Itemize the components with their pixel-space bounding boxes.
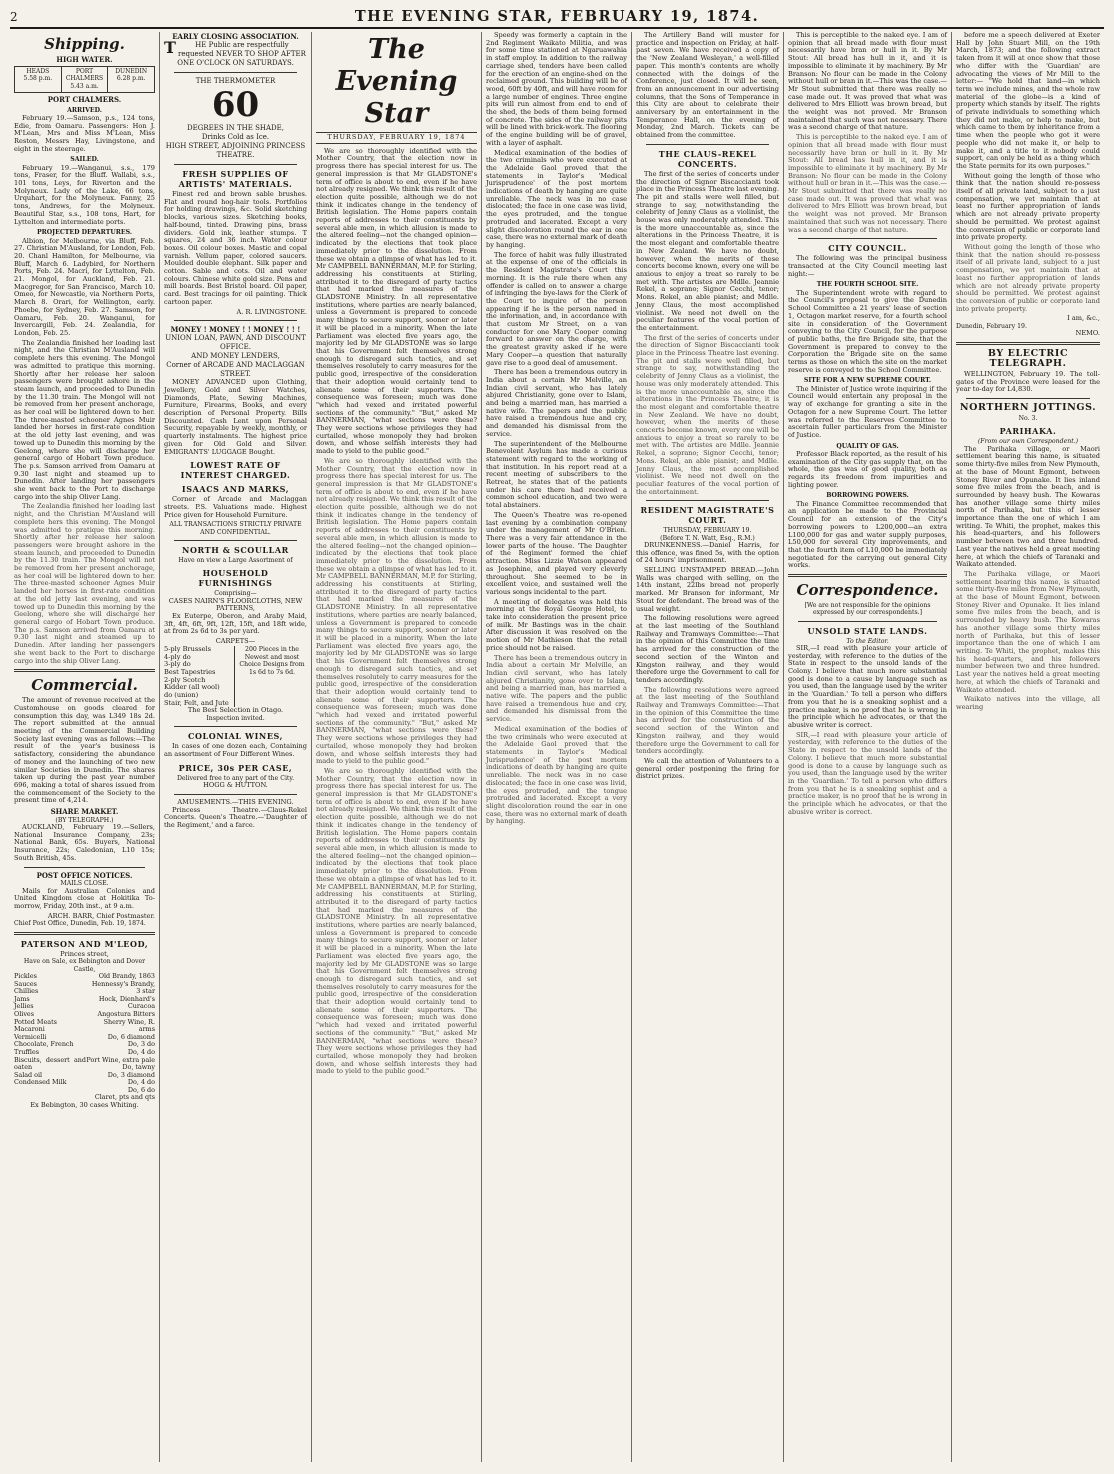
best-selection: The Best Selection in Otago. [187,706,284,715]
court-cont: This is perceptible to the naked eye. I am of opinion that all bread made with flour must necessarily have bran or hull in it. By Mr Stout: All bread has hull in it, and it is impossible to eliminate it by machinery. By Mr Branson: No flour can be made in the Colony without hull or bran in it.—This was the case.—Mr Stout submitted that there was really no case made out. It was proved that what was delivered to Mrs Elliott was brown bread, but the weight was not proved. Mr Branson maintained that such was not necessary. There was a second charge of that nature. [788,32,947,132]
list-item: Vermicelli [14,1032,47,1041]
cases-text: Ex Euterpe, Oberon, and Araby Maid, 3ft, 4ft, 6ft, 9ft, 12ft, 15ft, and 18ft wide, at from 2s 6d to 3s per yard. [164,611,307,636]
colonial-text: In cases of one dozen each, Containing an assortment of Four Different Wines. [164,742,307,759]
letter-place: Dunedin, February 19. [956,323,1027,331]
list-item: Do, 4 do [127,1078,155,1087]
court-item: DRUNKENNESS.—Daniel Harris, for this offence, was fined 5s, with the option of 24 hours' imprisonment. [636,540,779,565]
degrees-label: DEGREES IN THE SHADE, [187,124,284,132]
letter-signoff: I am, &c., [1067,314,1100,323]
jottings-number: No. 3. [1018,415,1038,423]
letter-signature: NEMO. [1075,329,1100,338]
isaacs-marks: ISAACS AND MARKS, [181,484,290,495]
north-scoullar: NORTH & SCOULLAR [182,544,289,555]
list-item: 2-ply Scotch [164,675,206,684]
paterson-firm: PATERSON AND M'LEOD, [20,938,149,949]
news-item: The Queen's Theatre was re-opened last evening by a combination company under the management of Mr O'Brien. There was a very fair attendance in the lower parts of the house. 'The Daughter of the Regiment' formed the chief attraction. Miss Lizzie Watson appeared as Josephine, and played very cleverly throughout. She seemed to be in excellent voice, and sustained well the various songs incidental to the part. [486,510,627,596]
list-item: Do, 3 do [127,1040,155,1049]
carpet-block [164,646,307,708]
inspection-invited: Inspection invited. [206,715,265,723]
column-7 [952,32,1104,1462]
news-item: Medical examination of the bodies of the two criminals who were executed at the Adelaide Gaol proved that the statements in Taylor's 'Medical Jurisprudence' of the post mortem indications of death by hanging are quite unreliable. The neck was in no case dislocated; the face in one case was livid, the eyes protruded, and the tongue protruded and lacerated. Except a very slight discoloration round the ear in one case, there was no external mark of death by hanging. [486,148,628,249]
early-closing-heading: EARLY CLOSING ASSOCIATION. [172,32,299,41]
list-item: Claret, pts and qts [94,1093,155,1102]
list-item: Kidder (all wool) [164,683,220,692]
union-loan: UNION LOAN, PAWN, AND DISCOUNT OFFICE. [165,334,306,352]
supreme-court-heading: SITE FOR A NEW SUPREME COURT. [803,377,932,385]
letter-cont: before me a speech delivered at Exeter Hall by John Stuart Mill, on the 19th March, 1873; and the following extract taken from it will at once show that those who differ with the 'Guardian' are advocating the views of Mr Mill to the letter:— "We hold that land—in which term we include mines, and the whole raw material of the globe—is a kind of property which stands by itself. The rights of private individuals to something which they did not make, or help to make, but which came to them by inheritance from a time when the people who got it were people who did not make it, or help to make it, and a title to it nobody could support, can only be held as a thing which the State permits for its own purposes." [956,32,1100,170]
shipping-news: The Zealandia finished her loading last night, and the Christian M'Ausland will complete hers this evening. The Mongol was admitted to pratique this morning. Shortly after her release her saloon passengers were brought ashore in the steam launch, and proceeded to Dunedin by the 11.30 train. The Mongol will not be removed from her present anchorage, as her coal will be lightered down to her. The three-masted schooner Agnes Muir landed her horses in first-rate condition at the old jetty last evening, and was towed up to Dunedin this morning by the Geelong, where she will discharge her general cargo of Hobart Town produce. The p.s. Samson arrived from Oamaru at 9.30 last night and steamed up to Dunedin. After landing her passengers she went back to the Port to discharge cargo into the ship Oliver Lang. [14,338,155,501]
claus-rekel-cont: The first of the series of concerts under the direction of Signor Biscaccianti took place in the Princess Theatre last evening. The pit and stalls were well filled, but strange to say, notwithstanding the celebrity of Jenny Claus as a violinist, the house was only moderately attended. This is the more unaccountable as, since the alterations in the Princess Theatre, it is the most elegant and comfortable theatre in New Zealand. We have no doubt, however, when the merits of these concerts become known, every one will be anxious to enjoy a treat so rarely to be met with. The artistes are Mdlle. Jeannie Rekel, a soprano; Signor Cecchi, tenor; Mons. Rekel, an able pianist; and Mdlle. Jenny Claus, the most accomplished violinist. We need not dwell on the peculiar features of the vocal portion of the entertainment. [636,333,779,496]
list-item: Truffles [14,1047,40,1056]
column-1 [10,32,160,1462]
list-item: Jams [14,994,30,1003]
list-item: do (union) [164,691,199,700]
columns [10,32,1104,1462]
letter-cont-2: Without going the length of those who think that the nation should re-possess itself of all private land, subject to a just compensation, we yet maintain that at least no further appropriation of lands which are not already private property should be permitted. We protest against the conversion of public or corporate land into private property. [956,171,1100,242]
sailed-heading: SAILED. [70,156,99,164]
tide-cell: DUNEDIN 6.28 p.m. [115,67,148,83]
news-item-cont: There has been a tremendous outcry in India about a certain Mr Melville, an Indian civil servant, who has lately abjured Christianity, gone over to Islam, and being a married man, has married a native wife. The papers and the public have raised a tremendous hue and cry, and demanded his dismissal from the service. [486,653,627,724]
list-item: Stair, Felt, and Jute [164,698,229,707]
list-item: Potted Meats [14,1017,57,1026]
resident-date: THURSDAY, FEBRUARY 19. [663,527,752,535]
money-heading: MONEY ! MONEY ! ! MONEY ! ! ! [170,325,301,335]
list-item: Port Wine, extra pale [86,1055,155,1064]
tide-table [14,66,155,93]
list-item: Do, 6 diamond [107,1032,155,1041]
tide-cell: PORT CHALMERS 5.43 a.m. [62,67,109,92]
column-4 [482,32,632,1462]
list-item: Best Tapestries [164,667,216,676]
fourth-school-text: The Superintendent wrote with regard to the Council's proposal to give the Dunedin School Committee a 21 years' lease of section 1, Octagon market reserve, for a fourth school site in consideration of the Government conveying to the City Council, for the purpose of public baths, the fire Brigade site, that the Government is prepared to convey to the Corporation the Brigade site on the same terms as those on which the site on the market reserve is conveyed to the School Committee. [788,288,947,374]
claus-rekel-heading: THE CLAUS-REKEL CONCERTS. [658,148,757,169]
arrived-heading: ARRIVED. [67,106,102,114]
money-text: MONEY ADVANCED upon Clothing, Jewellery, Gold and Silver Watches, Diamonds, Plate, Sewing Machines, Furniture, Firearms, Books, and every description of Personal Property. Bills Discounted. Cash Lent upon Personal Security, repayable by weekly, monthly, or quarterly instalments. The highest price given for Old Gold and Silver. EMIGRANTS' LUGGAGE Bought. [164,378,307,456]
telegraph-text: WELLINGTON, February 19. The toll-gates of the Province were leased for the year to-day for L4,830. [956,370,1100,394]
city-council-intro: The following was the principal business transacted at the City Council meeting last night:— [788,254,947,278]
arrived-text: February 19.—Samson, p.s., 124 tons, Edie, from Oamaru. Passengers: Hon J. M'Lean, Mrs and Miss M'Lean, Miss Reston, Messrs Hay, Livingstone, and eight in the steerage. [14,113,155,153]
money-corner: Corner of ARCADE AND MACLAGGAN STREET. [166,361,305,379]
hogg-hutton: HOGG & HUTTON. [203,781,268,790]
projected-text: Albion, for Melbourne, via Bluff, Feb. 27. Christian M'Ausland, for London, Feb. 20. Chanl Hamilton, for Melbourne, via Bluff, March 6. Ladybird, for Northern Ports, Feb. 24. Macri, for Lyttelton, Feb. 21. Mongol, for Auckland, Feb. 21. Macgregor, for San Francisco, March 10. Omeo, for Newcastle, via Northern Ports, March 8. Orari, for Wellington, early. Phoebe, for Sydney, Feb. 27. Samson, for Oamaru, Feb. 20. Wanganui, for Invercargill, Feb. 24. Zealandia, for London, Feb. 25. [14,236,155,337]
editorial-text: We are so thoroughly identified with the Mother Country, that the election now in progress there has special interest for us. The general impression is that Mr GLADSTONE's term of office is about to end, even if he have not already resigned. We think this result of the election quite possible, although we do not think it indicates change in the tendency of British legislation. The Home papers contain reports of addresses to their constituents by several able men, in which allusion is made to the altered feeling—not the changed opinion—indicated by the elections that took place immediately prior to the dissolution. From these we obtain a glimpse of what has led to it. Mr CAMPBELL BANNERMAN, M.P. for Stirling, addressing his constituents at Stirling, attributed it to the disregard of party tactics that had marked the measures of the GLADSTONE Ministry. In all representative institutions, where parties are nearly balanced, unless a Government is prepared to concede many things to secure support, sooner or later it will be placed in a minority. When the late Parliament was elected five years ago, the majority led by Mr GLADSTONE was so large that his Government felt themselves strong enough to disregard such tactics, and set themselves resolutely to carry measures for the public good, irrespective of the consideration that their adoption would certainly tend to alienate some of their supporters. The consequence was foreseen; much was done "which had vexed and irritated powerful sections of the community." "But," asked Mr BANNERMAN, "what sections were these? They were sections whose privileges they had curtailed, whose monopoly they had broken down, and whose selfish interests they had made to yield to the public good." [316,146,477,456]
commercial-heading: Commercial. [31,676,138,695]
amusements-text: Princess Theatre.—Claus-Rekel Concerts. Queen's Theatre.—'Daughter of the Regiment,' and a farce. [164,805,307,829]
quality-gas-text: Professor Black reported, as the result of his examination of the City gas supply that, on the whole, the gas was of good quality, both as regards its freedom from impurities and lighting power. [788,449,947,489]
supreme-court-text: The Minister of Justice wrote inquiring if the Council would entertain any proposal in the way of exchange for granting a site in the Octagon for a new Supreme Court. The letter was referred to the Reserves Committee to ascertain fuller particulars from the Minister of Justice. [788,384,947,439]
list-item: Do, 6 do [127,1085,155,1094]
borrowing-text: The Finance Committee recommended that an application be made to the Provincial Council for an extension of the City's borrowing powers to L200,000—an extra L100,000 for gas and water supply purposes, L50,000 for several City improvements, and that the fourth item of L10,000 be immediately negotiated for the carrying out general City works. [788,499,947,570]
letter-text: SIR,—I read with pleasure your article of yesterday, with reference to the duties of the State in respect to the unsold lands of the Colony. I believe that much more substantial good is done to a cause by language such as you used, than the language used by the writer in the 'Guardian.' To tell a person who differs from you that he is a sneaking sophist and a practice maker, is no proof that he is wrong in the principle which he advocates, or that the abusive writer is correct. [788,643,947,729]
household-heading: HOUSEHOLD FURNISHINGS [198,568,273,589]
thermometer-ad [164,77,307,160]
editorial-dateline: THURSDAY, FEBRUARY 19, 1874 [316,132,477,144]
share-text: AUCKLAND, February 19.—Sellers, National Insurance Company, 23s; National Bank, 65s. Buyers, National Insurance, 22s; Caledonian, L10 15s; South British, 45s. [14,823,155,862]
high-street-label: HIGH STREET, ADJOINING PRINCESS THEATRE. [165,142,306,159]
jottings-text-cont: The Parihaka village, or Maori settlement bearing this name, is situated some thirty-five miles from New Plymouth, at the base of Mount Egmont, between Stoney River and Opunake. It lies inland some five miles from the beach, and is surrounded by heavy bush. The Kowaras has another village some thirty miles north of Parihaka, but this of lesser importance than the one of which I am writing. Te Whiti, the prophet, makes this his head-quarters, and his followers number between two and three hundred. Last year the natives held a great meeting here, at which the chiefs of Taranaki and Waikato attended. [956,569,1100,694]
list-item: Angostura Bitters [97,1009,155,1018]
list-item: Hennessy's Brandy, 3 star [91,979,155,996]
carpets-heading: CARPETS— [215,637,256,646]
delivered-note: Delivered free to any part of the City. [176,774,295,782]
jottings-heading: NORTHERN JOTTINGS. [959,402,1097,414]
list-item: Chillies [14,987,39,996]
list-item: Olives [14,1009,34,1018]
correspondence-note: [We are not responsible for the opinions expressed by our correspondents.] [804,602,931,617]
drinks-label: Drinks Cold as Ice. [201,133,270,141]
column-3 [312,32,482,1462]
list-item: Curacoa [127,1002,155,1011]
parihaka-heading: PARIHAKA. [999,426,1057,437]
news-item-cont: Medical examination of the bodies of the two criminals who were executed at the Adelaide Gaol proved that the statements in Taylor's 'Medical Jurisprudence' of the post mortem indications of death by hanging are quite unreliable. The neck was in no case dislocated; the face in one case was livid, the eyes protruded, and the tongue protruded and lacerated. Except a very slight discoloration round the ear in one case, there was no external mark of death by hanging. [486,724,628,826]
cases-heading: CASES NAIRN'S FLOORCLOTHS, NEW PATTERNS, [168,596,303,613]
page-number: 2 [10,10,18,24]
amusements-heading: AMUSEMENTS.—THIS EVENING. [177,797,294,806]
postmaster-signature: ARCH. BARR, Chief Postmaster. [47,911,155,920]
money-ad [164,325,307,379]
temperature-value: 60 [211,85,260,125]
list-item: Biscuits, dessert and oaten [14,1055,87,1072]
post-office-place: Chief Post Office, Dunedin, Feb. 19, 1874. [14,920,146,928]
court-cont-2: This is perceptible to the naked eye. I am of opinion that all bread made with flour must necessarily have bran or hull in it. By Mr Stout: All bread has hull in it, and it is impossible to eliminate it by machinery. By Mr Branson: No flour can be made in the Colony without hull or bran in it.—This was the case.—Mr Stout submitted that there was really no case made out. It was proved that what was delivered to Mrs Elliott was brown bread, but the weight was not proved. Mr Branson maintained that such was not necessary. There was a second charge of that nature. [788,133,947,234]
volunteers-note: We call the attention of Volunteers to a general order postponing the firing for district prizes. [636,756,779,781]
list-item: Pickles [14,971,37,980]
livingstone-signature: A. R. LIVINGSTONE. [236,307,307,316]
news-item: A meeting of delegates was held this morning at the Royal George Hotel, to take into consideration the present price of milk. Mr Bastings was in the chair. After discussion it was resolved on the motion of Mr Mathieson that the retail price should not be raised. [486,597,627,652]
court-item: The following resolutions were agreed at the last meeting of the Southland Railway and Tramways Committee:—That in the opinion of this Committee the time has arrived for the construction of the second section of the Winton and Kingston railway, and they would therefore urge the Government to call for tenders accordingly. [636,614,779,684]
paterson-right-list [86,973,155,1102]
telegraph-heading: BY ELECTRIC TELEGRAPH. [987,348,1069,370]
list-item: Old Brandy, 1863 [98,971,155,980]
share-by: (BY TELEGRAPH.) [55,816,114,824]
editorial-text-cont: We are so thoroughly identified with the Mother Country, that the election now in progress there has special interest for us. The general impression is that Mr GLADSTONE's term of office is about to end, even if he have not already resigned. We think this result of the election quite possible, although we do not think it indicates change in the tendency of British legislation. The Home papers contain reports of addresses to their constituents by several able men, in which allusion is made to the altered feeling—not the changed opinion—indicated by the elections that took place immediately prior to the dissolution. From these we obtain a glimpse of what has led to it. Mr CAMPBELL BANNERMAN, M.P. for Stirling, addressing his constituents at Stirling, attributed it to the disregard of party tactics that had marked the measures of the GLADSTONE Ministry. In all representative institutions, where parties are nearly balanced, unless a Government is prepared to concede many things to secure support, sooner or later it will be placed in a minority. When the late Parliament was elected five years ago, the majority led by Mr GLADSTONE was so large that his Government felt themselves strong enough to disregard such tactics, and set themselves resolutely to carry measures for the public good, irrespective of the consideration that their adoption would certainly tend to alienate some of their supporters. The consequence was foreseen; much was done "which had vexed and irritated powerful sections of the community." "But," asked Mr BANNERMAN, "what sections were these? They were sections whose privileges they had curtailed, whose monopoly they had broken down, and whose selfish interests they had made to yield to the public good." [316,456,477,766]
list-item: Hock, Dienhard's [98,994,155,1003]
comprising: Comprising— [214,590,257,598]
claus-rekel-text: The first of the series of concerts under the direction of Signor Biscaccianti took place in the Princess Theatre last evening. The pit and stalls were well filled, but strange to say, notwithstanding the celebrity of Jenny Claus as a violinist, the house was only moderately attended. This is the more unaccountable as, since the alterations in the Princess Theatre, it is the most elegant and comfortable theatre in New Zealand. We have no doubt, however, when the merits of these concerts become known, every one will be anxious to enjoy a treat so rarely to be met with. The artistes are Mdlle. Jeannie Rekel, a soprano; Signor Cecchi, tenor; Mons. Rekel, an able pianist; and Mdlle. Jenny Claus, the most accomplished violinist. We need not dwell on the peculiar features of the vocal portion of the entertainment. [636,169,779,332]
jottings-text: The Parihaka village, or Maori settlement bearing this name, is situated some thirty-five miles from New Plymouth, at the base of Mount Egmont, between Stoney River and Opunake. It lies inland some five miles from the beach, and is surrounded by heavy bush. The Kowaras has another village some thirty miles north of Parihaka, but this of lesser importance than the one of which I am writing. Te Whiti, the prophet, makes this his head-quarters, and his followers number between two and three hundred. Last year the natives held a great meeting here, at which the chiefs of Taranaki and Waikato attended. [956,444,1100,569]
thermometer-heading: THE THERMOMETER [195,77,276,85]
confidential-note: ALL TRANSACTIONS STRICTLY PRIVATE AND CONFIDENTIAL. [169,521,302,536]
isaacs-address: Corner of Arcade and Maclaggan streets. P.S. Valuations made. Highest Price given for Household Furniture. [164,495,307,519]
commercial-text: The amount of revenue received at the Customhouse on goods cleared for consumption this day, was L349 18s 2d. The report submitted at the annual meeting of the Commercial Building Society last evening was as follows:—The result of the year's business is satisfactory, considering the abundance of money and the launching of two new similar Societies in Dunedin. The shares taken up during the past year number 696, making a total of shares issued from the commencement of the Society to the present time of 4,214. [14,696,155,805]
high-water-heading: HIGH WATER. [56,55,113,64]
court-item: SELLING UNSTAMPED BREAD.—John Walls was charged with selling, on the 14th instant, 22lbs bread not properly marked. Mr Branson for informant, Mr Stout for defendant. The bread was of the usual weight. [636,566,779,613]
list-item: Do, 3 diamond [107,1070,155,1079]
list-item: Salad oil [14,1070,43,1079]
borrowing-heading: BORROWING POWERS. [826,492,909,500]
newspaper-logo: The Evening Star [335,34,458,129]
court-item-cont: The following resolutions were agreed at the last meeting of the Southland Railway and Tramways Committee:—That in the opinion of this Committee the time has arrived for the construction of the second section of the Winton and Kingston railway, and they would therefore urge the Government to call for tenders accordingly. [636,685,779,756]
editorial-text-cont-2: We are so thoroughly identified with the Mother Country, that the election now in progress there has special interest for us. The general impression is that Mr GLADSTONE's term of office is about to end, even if he have not already resigned. We think this result of the election quite possible, although we do not think it indicates change in the tendency of British legislation. The Home papers contain reports of addresses to their constituents by several able men, in which allusion is made to the altered feeling—not the changed opinion—indicated by the elections that took place immediately prior to the dissolution. From these we obtain a glimpse of what has led to it. Mr CAMPBELL BANNERMAN, M.P. for Stirling, addressing his constituents at Stirling, attributed it to the disregard of party tactics that had marked the measures of the GLADSTONE Ministry. In all representative institutions, where parties are nearly balanced, unless a Government is prepared to concede many things to secure support, sooner or later it will be placed in a minority. When the late Parliament was elected five years ago, the majority led by Mr GLADSTONE was so large that his Government felt themselves strong enough to disregard such tactics, and set themselves resolutely to carry measures for the public good, irrespective of the consideration that their adoption would certainly tend to alienate some of their supporters. The consequence was foreseen; much was done "which had vexed and irritated powerful sections of the community." "But," asked Mr BANNERMAN, "what sections were these? They were sections whose privileges they had curtailed, whose monopoly they had broken down, and whose selfish interests they had made to yield to the public good." [316,766,477,1076]
letter-cont-3: Without going the length of those who think that the nation should re-possess itself of all private land, subject to a just compensation, we yet maintain that at least no further appropriation of lands which are not already private property should be permitted. We protest against the conversion of public or corporate land into private property. [956,242,1100,313]
colonial-wines: COLONIAL WINES, [187,731,283,742]
money-lenders: AND MONEY LENDERS, [191,352,280,361]
paterson-left-list [14,973,86,1102]
news-item: There has been a tremendous outcry in India about a certain Mr Melville, an Indian civil servant, who has lately abjured Christianity, gone over to Islam, and being a married man, has married a native wife. The papers and the public have raised a tremendous hue and cry, and demanded his dismissal from the service. [486,368,627,438]
projected-heading: PROJECTED DEPARTURES. [37,229,132,237]
column-6 [784,32,952,1462]
page-title: THE EVENING STAR, FEBRUARY 19, 1874. [354,8,760,25]
port-chalmers-heading: PORT CHALMERS. [47,94,122,104]
resident-court-heading: RESIDENT MAGISTRATE'S COURT. [640,505,775,526]
jottings-text-cont-2: Waikato natives into the village, all wearing [956,695,1100,711]
shipping-news-cont: The Zealandia finished her loading last night, and the Christian M'Ausland will complete hers this evening. The Mongol was admitted to pratique this morning. Shortly after her release her saloon passengers were brought ashore in the steam launch, and proceeded to Dunedin by the 11.30 train. The Mongol will not be removed from her present anchorage, as her coal will be lightered down to her. The three-masted schooner Agnes Muir landed her horses in first-rate condition at the old jetty last evening, and was towed up to Dunedin this morning by the Geelong, where she will discharge her general cargo of Hobart Town produce. The p.s. Samson arrived from Oamaru at 9.30 last night and steamed up to Dunedin. After landing her passengers she went back to the Port to discharge cargo into the ship Oliver Lang. [14,502,155,665]
paterson-intro: Have on Sale, ex Bebington and Dover Castle, [23,958,146,973]
list-item: Do, 4 do [127,1047,155,1056]
fourth-school-heading: THE FOURTH SCHOOL SITE. [816,281,919,289]
news-item: The force of habit was fully illustrated at the expense of one of the officials in the Resident Magistrate's Court this morning. It is the rule there when any offender is called on to answer a charge of infringing the bye-laws for the Clerk of the Court to inquire of the person appearing if he is the person named in the information, and, in accordance with that custom Mr Street, on a van conductor for one Mary Cooper coming forward to answer on the charge, with the greatest gravity asked if he were Mary Cooper—a question that naturally gave rise to a good deal of amusement. [486,250,627,367]
list-item: 3-ply do [164,660,191,669]
news-item: Speedy was formerly a captain in the 2nd Regiment Waikato Militia, and was for some time stationed at Ngaruawahia in staff employ. In addition to the railway carriage shed, tenders have been called for the erection of an engine-shed on the reclaimed ground. This building will be of wood, 60ft by 40ft, and will have room for a large number of engines. Three engine pits will run almost from end to end of the shed, the beds of them being formed of concrete. The sides of the railway pits will be lined with brick-work. The flooring of the engine building will be of gravel, with a layer of asphalt. [486,32,627,147]
letter-text-cont: SIR,—I read with pleasure your article of yesterday, with reference to the duties of the State in respect to the unsold lands of the Colony. I believe that much more substantial good is done to a cause by language such as you used, than the language used by the writer in the 'Guardian.' To tell a person who differs from you that he is a sneaking sophist and a practice maker, is no proof that he is wrong in the principle which he advocates, or that the abusive writer is correct. [788,730,947,816]
list-item: Chocolate, French [14,1040,74,1049]
city-council-heading: CITY COUNCIL. [828,243,907,254]
artists-heading: FRESH SUPPLIES OF ARTISTS' MATERIALS. [178,169,293,189]
unsold-lands-heading: UNSOLD STATE LANDS. [807,625,928,636]
paterson-list [14,973,155,1102]
paterson-footer: Ex Bebington, 30 cases Whiting. [30,1101,139,1110]
news-item: The Artillery Band will muster for practice and inspection on Friday, at half-past seven. We have received a copy of the 'New Zealand Wesleyan,' a well-filled paper. This month's contents are wholly connected with the doings of the Conference, just closed. It will be seen, from an announcement in our advertising columns, that the Sons of Temperance in this City are about to celebrate their anniversary by an entertainment in the Temperance Hall, on the evening of Monday, 2nd March. Tickets can be obtained from the committee. [636,32,779,140]
paterson-street: Princes street, [60,949,109,958]
lowest-rate: LOWEST RATE OF INTEREST CHARGED. [180,460,291,481]
tide-cell: HEADS 5.58 p.m. [15,67,62,92]
post-text: Mails for Australian Colonies and United Kingdom close at Hokitika To-morrow, Friday, 20th inst., at 9 a.m. [14,886,155,910]
list-item: Condensed Milk [14,1078,67,1087]
sailed-text: February 19.—Wanganui, s.s., 179 tons, Fraser, for the Bluff. Wallabi, s.s., 101 tons, Leys, for Riverton and the Molyneux. Lady of the Lake, 66 tons, Urquhart, for the Molyneux. Fanny, 25 tons, Andrews, for the Molyneux. Beautiful Star, s.s., 108 tons, Hart, for Lyttelton and intermediate ports. [14,163,155,226]
masthead [10,8,1104,29]
list-item: Macaroni [14,1025,45,1034]
resident-before: (Before T. N. Watt, Esq., R.M.) [660,534,755,542]
column-5 [632,32,784,1462]
early-closing-text: THE Public are respectfully requested NEVER TO SHOP AFTER ONE O'CLOCK ON SATURDAYS. [164,38,306,67]
list-item: 4-ply do [164,652,191,661]
correspondence-heading: Correspondence. [796,581,939,600]
north-intro: Have on view a Large Assortment of [178,556,293,564]
news-item: The superintendent of the Melbourne Benevolent Asylum has made a curious statement with regard to the working of that institution. In his report read at a recent meeting of subscribers to the Retreat, he states that of the patients under his care there had received a common school education, and two were total abstainers. [486,439,627,510]
list-item: Sauces [14,979,37,988]
quality-gas-heading: QUALITY OF GAS. [836,442,899,450]
carpet-note: 200 Pieces in the Newest and most Choice Designs from 1s 6d to 7s 6d. [234,646,307,708]
list-item: 5-ply Brussels [164,644,211,653]
early-closing-ad [164,32,307,68]
artists-list: Finest red and brown sable brushes. Flat and round hog-hair tools. Portfolios for holding drawings, &c. Solid sketching blocks, various sizes. Sketching books, half-bound, tinted. Drawing pins, brass dividers. Gold ink, leather stumps. T squares, 24 and 36 inch. Water colour boxes. Oil colour boxes. Mastic and copal varnish. Vellum paper, colored saucers. Moulded double elephant. Silk paper and cotton. Sable and cots. Oil and water colours. Chinese white gold size. Pens and mill boards. Best Bristol board. Oil paper, card. Best tracings for oil painting. Thick cartoon paper. [164,190,307,306]
to-editor: To the Editor. [846,637,889,645]
column-2 [160,32,312,1462]
list-item: Do, tawny [122,1063,155,1072]
post-office-heading: POST OFFICE NOTICES. [36,870,133,880]
carpet-list [164,646,234,708]
own-correspondent: (From our own Correspondent.) [977,438,1079,446]
mails-close: MAILS CLOSE. [60,880,109,888]
list-item: Jellies [14,1002,34,1011]
list-item: Sherry Wine, R. arms [103,1017,155,1034]
share-market-heading: SHARE MARKET. [50,807,119,817]
wine-price: PRICE, 30s PER CASE, [178,762,293,773]
shipping-heading: Shipping. [44,35,125,53]
